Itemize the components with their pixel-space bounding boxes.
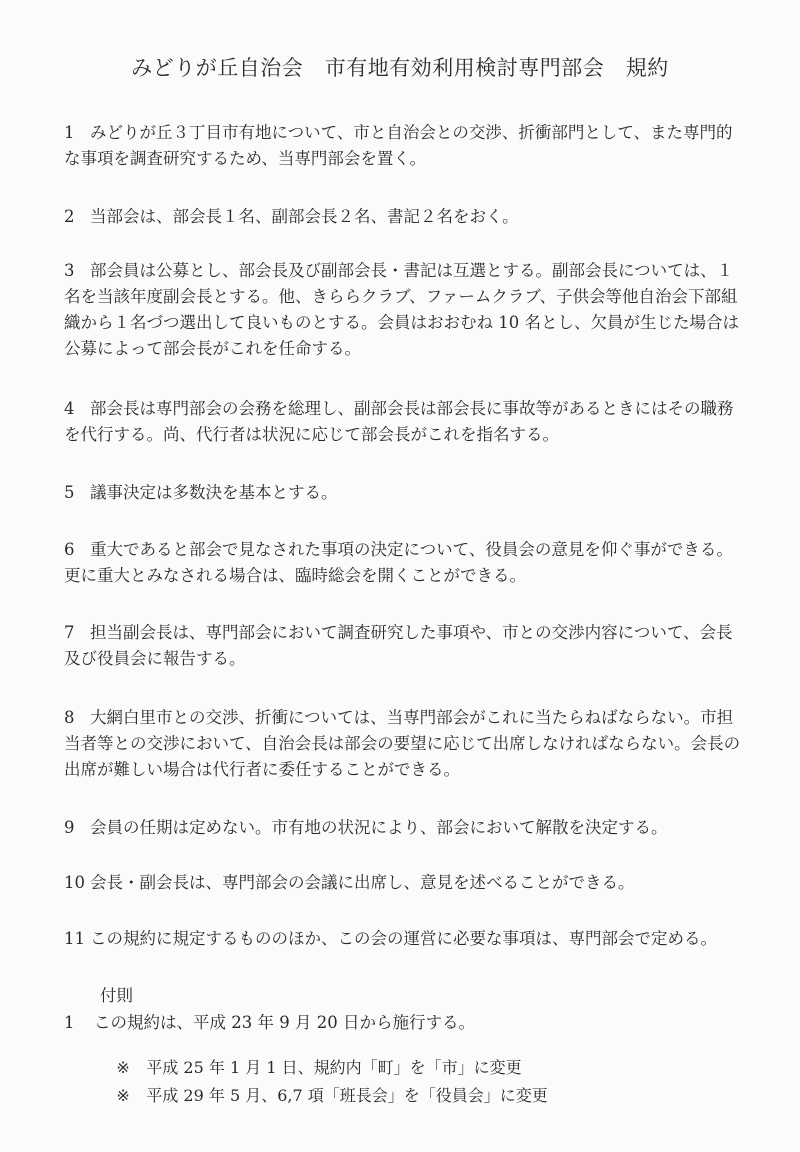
article-text: 部会員は公募とし、部会長及び副部会長・書記は互選とする。副部会長については、１名を当該年度副会長とする。他、きららクラブ、ファームクラブ、子供会等他自治会下部組織から１名づつ選出して良いものとする。会員はおおむね 10 名とし、欠員が生じた場合は公募によって部会長がこれを任命する。 [64,261,739,358]
article-8 [64,705,744,783]
supplementary-provision [64,1010,475,1036]
supplementary-text: この規約は、平成 23 年 9 月 20 日から施行する。 [94,1013,475,1032]
note-mark: ※ [116,1086,130,1105]
article-text: 当部会は、部会長１名、副部会長２名、書記２名をおく。 [90,207,519,226]
article-number: 2 [64,207,75,226]
article-text: みどりが丘３丁目市有地について、市と自治会との交渉、折衝部門として、また専門的な事項を調査研究するため、当専門部会を置く。 [64,123,733,168]
article-number: 10 [64,873,85,892]
article-text: 担当副会長は、専門部会において調査研究した事項や、市との交渉内容について、会長及び役員会に報告する。 [64,623,733,668]
article-text: この規約に規定するもののほか、この会の運営に必要な事項は、専門部会で定める。 [90,929,717,948]
note-text: 平成 25 年 1 月 1 日、規約内「町」を「市」に変更 [146,1058,522,1077]
article-11 [64,926,744,952]
article-number: 7 [64,623,75,642]
article-number: 5 [64,483,75,502]
article-number: 9 [64,818,75,837]
article-number: 11 [64,929,85,948]
article-text: 部会長は専門部会の会務を総理し、副部会長は部会長に事故等があるときにはその職務を代行する。尚、代行者は状況に応じて部会長がこれを指名する。 [64,399,734,444]
article-text: 会長・副会長は、専門部会の会議に出席し、意見を述べることができる。 [90,873,635,892]
article-5 [64,480,744,506]
amendment-note-2 [96,1064,548,1125]
supplementary-heading: 付則 [100,986,133,1005]
document-title: みどりが丘自治会 市有地有効利用検討専門部会 規約 [131,56,669,80]
article-7 [64,620,744,672]
note-text: 平成 29 年 5 月、6,7 項「班長会」を「役員会」に変更 [146,1086,548,1105]
article-3 [64,258,744,362]
article-1 [64,120,744,172]
note-mark: ※ [116,1058,130,1077]
article-number: 1 [64,123,75,142]
article-10 [64,870,744,896]
article-6 [64,537,744,589]
supplementary-number: 1 [64,1013,75,1032]
article-number: 8 [64,708,75,727]
article-9 [64,815,744,841]
article-text: 会員の任期は定めない。市有地の状況により、部会において解散を決定する。 [90,818,668,837]
article-text: 大網白里市との交渉、折衝については、当専門部会がこれに当たらねばならない。市担当者等との交渉において、自治会長は部会の要望に応じて出席しなければならない。会長の出席が難しい場合は代行者に委任することができる。 [64,708,741,779]
article-text: 重大であると部会で見なされた事項の決定について、役員会の意見を仰ぐ事ができる。更に重大とみなされる場合は、臨時総会を開くことができる。 [64,540,733,585]
article-text: 議事決定は多数決を基本とする。 [90,483,338,502]
article-number: 3 [64,261,75,280]
article-number: 4 [64,399,75,418]
article-2 [64,204,744,230]
article-number: 6 [64,540,75,559]
article-4 [64,396,744,448]
